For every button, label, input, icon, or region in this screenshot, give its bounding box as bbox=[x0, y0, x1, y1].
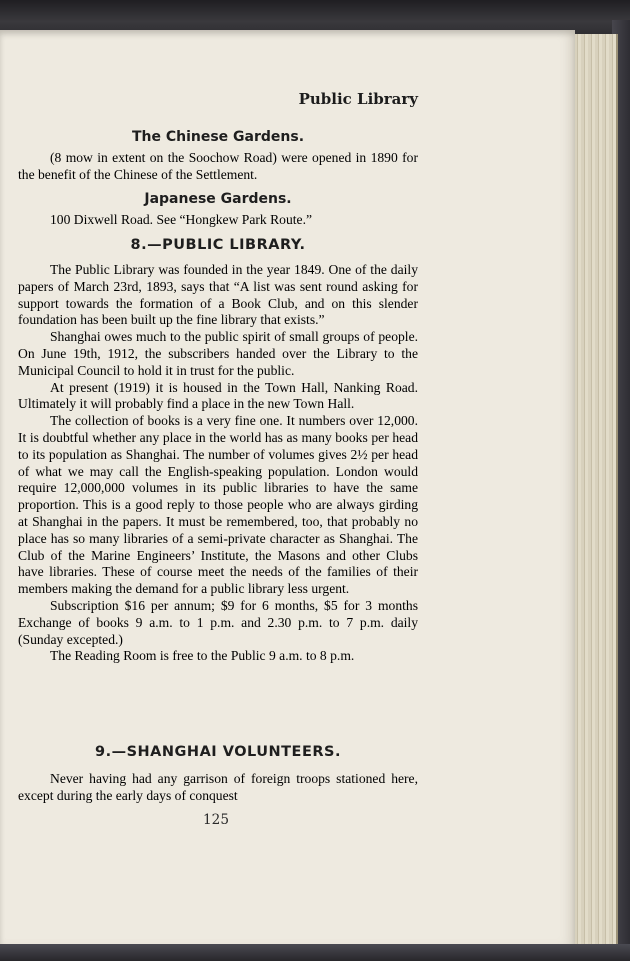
chinese-gardens-text: (8 mow in extent on the Soochow Road) were opened in 1890 for the benefit of the Chinese of the Settlement. bbox=[18, 150, 418, 182]
running-head: Public Library bbox=[298, 90, 418, 108]
section-9-heading: 9.—SHANGHAI VOLUNTEERS. bbox=[95, 744, 341, 760]
page-number: 125 bbox=[203, 812, 229, 828]
paragraph: Shanghai owes much to the public spirit of small groups of people. On June 19th, 1912, the subscribers handed over the Library to the Municipal Council to hold it in trust for the public. bbox=[18, 329, 418, 378]
paragraph: Never having had any garrison of foreign troops stationed here, except during the early days of conquest bbox=[18, 771, 418, 803]
section-9-body bbox=[18, 771, 418, 805]
section-8-heading: 8.—PUBLIC LIBRARY. bbox=[130, 237, 306, 253]
section-8-body bbox=[18, 262, 418, 665]
paragraph: The Public Library was founded in the year 1849. One of the daily papers of March 23rd, 1893, says that “A list was sent round asking for support towards the formation of a Book Club, and on this slender foundation has been built up the fine library that exists.” bbox=[18, 262, 418, 328]
japanese-gardens-text: 100 Dixwell Road. See “Hongkew Park Route.” bbox=[50, 212, 313, 227]
chinese-gardens-title: The Chinese Gardens. bbox=[131, 129, 305, 145]
paragraph: Subscription $16 per annum; $9 for 6 months, $5 for 3 months Exchange of books 9 a.m. to 1 p.m. and 2.30 p.m. to 7 p.m. daily (Sunday excepted.) bbox=[18, 597, 418, 647]
paragraph: At present (1919) it is housed in the Town Hall, Nanking Road. Ultimately it will probably find a place in the new Town Hall. bbox=[18, 379, 418, 412]
japanese-gardens-title: Japanese Gardens. bbox=[144, 191, 292, 207]
book-bottom-edge bbox=[0, 944, 630, 961]
paragraph: The collection of books is a very fine one. It numbers over 12,000. It is doubtful whether any place in the world has as many books per head to its population as Shanghai. The number of volumes gives 2½ per head of what we may call the English-speaking population. London would require 12,000,000 volumes in its public libraries to have the same proportion. This is a good reply to those people who are always girding at Shanghai in the papers. It must be remembered, too, that probably no place has so many libraries of a semi-private character as Shanghai. The Club of the Marine Engineers’ Institute, the Masons and other Clubs have libraries. These of course meet the needs of the families of their members making the demand for a public library less urgent. bbox=[18, 413, 418, 597]
paragraph: The Reading Room is free to the Public 9 a.m. to 8 p.m. bbox=[50, 648, 355, 664]
